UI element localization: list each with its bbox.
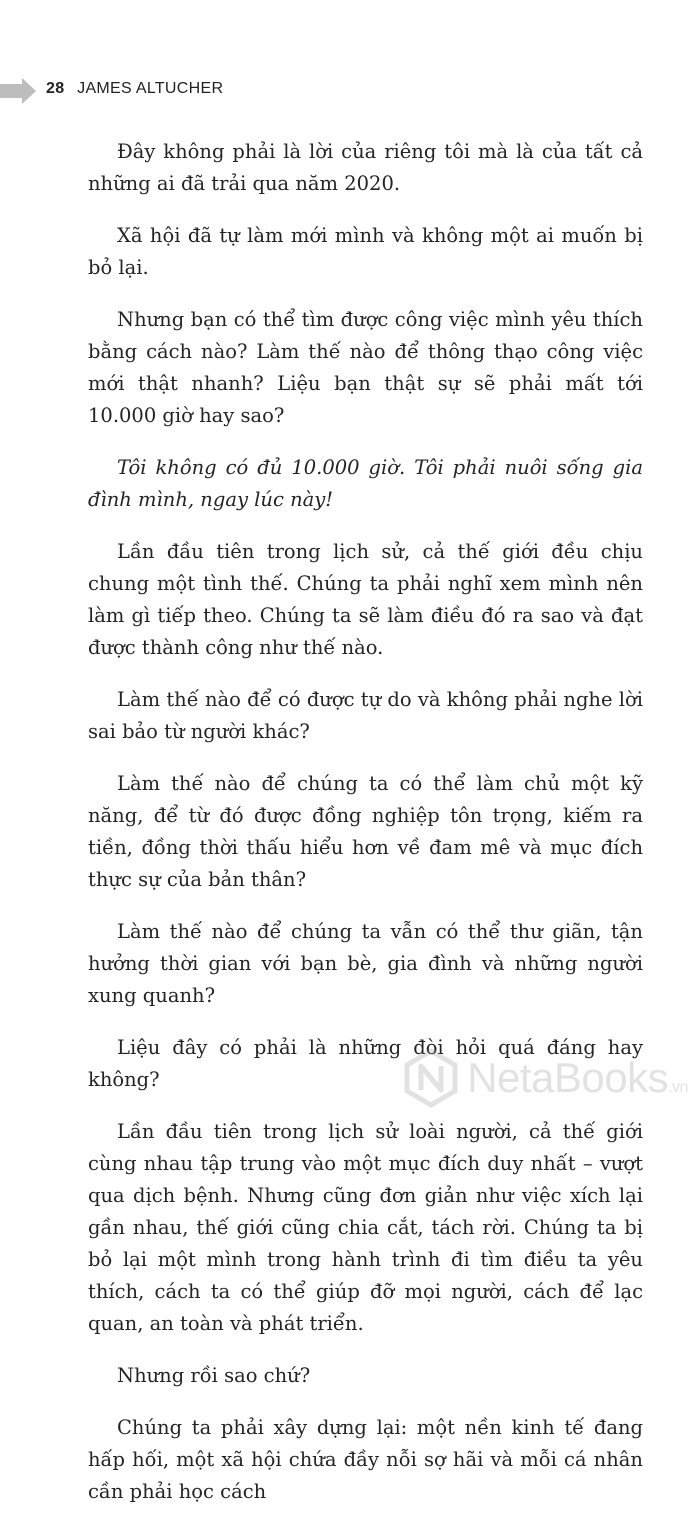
watermark-name: NetaBooks bbox=[467, 1054, 669, 1101]
paragraph: Làm thế nào để có được tự do và không phải nghe lời sai bảo từ người khác? bbox=[88, 688, 643, 743]
netabooks-logo-icon bbox=[401, 1048, 461, 1108]
paragraph: Liệu đây có phải là những đòi hỏi quá đáng hay không? bbox=[88, 1036, 643, 1091]
watermark bbox=[401, 1048, 688, 1108]
paragraph: Nhưng bạn có thể tìm được công việc mình yêu thích bằng cách nào? Làm thế nào để thông thạo công việc mới thật nhanh? Liệu bạn thật sự sẽ phải mất tới 10.000 giờ hay sao? bbox=[88, 308, 643, 427]
author-name: JAMES ALTUCHER bbox=[77, 80, 224, 97]
paragraph: Nhưng rồi sao chứ? bbox=[117, 1364, 311, 1387]
paragraph: Lần đầu tiên trong lịch sử loài người, cả thế giới cùng nhau tập trung vào một mục đích duy nhất – vượt qua dịch bệnh. Nhưng cũng đơn giản như việc xích lại gần nhau, thế giới cũng chia cắt, tách rời. Chúng ta bị bỏ lại một mình trong hành trình đi tìm điều ta yêu thích, cách ta có thể giúp đỡ mọi người, cách để lạc quan, an toàn và phát triển. bbox=[88, 1120, 643, 1335]
page-body bbox=[88, 136, 643, 1528]
watermark-text bbox=[467, 1054, 688, 1102]
paragraph: Chúng ta phải xây dựng lại: một nền kinh tế đang hấp hối, một xã hội chứa đầy nỗi sợ hãi và mỗi cá nhân cần phải học cách bbox=[88, 1416, 643, 1503]
paragraph-italic: Tôi không có đủ 10.000 giờ. Tôi phải nuôi sống gia đình mình, ngay lúc này! bbox=[88, 456, 643, 511]
watermark-suffix: .vn bbox=[668, 1079, 688, 1096]
paragraph: Làm thế nào để chúng ta có thể làm chủ một kỹ năng, để từ đó được đồng nghiệp tôn trọng, kiếm ra tiền, đồng thời thấu hiểu hơn về đam mê và mục đích thực sự của bản thân? bbox=[88, 772, 643, 891]
paragraph: Làm thế nào để chúng ta vẫn có thể thư giãn, tận hưởng thời gian với bạn bè, gia đình và những người xung quanh? bbox=[88, 920, 643, 1007]
paragraph: Đây không phải là lời của riêng tôi mà là của tất cả những ai đã trải qua năm 2020. bbox=[88, 140, 643, 195]
header-text bbox=[46, 80, 223, 98]
page-number: 28 bbox=[46, 80, 65, 97]
paragraph: Xã hội đã tự làm mới mình và không một ai muốn bị bỏ lại. bbox=[88, 224, 643, 279]
running-header bbox=[0, 72, 700, 106]
paragraph: Lần đầu tiên trong lịch sử, cả thế giới đều chịu chung một tình thế. Chúng ta phải nghĩ xem mình nên làm gì tiếp theo. Chúng ta sẽ làm điều đó ra sao và đạt được thành công như thế nào. bbox=[88, 540, 643, 659]
